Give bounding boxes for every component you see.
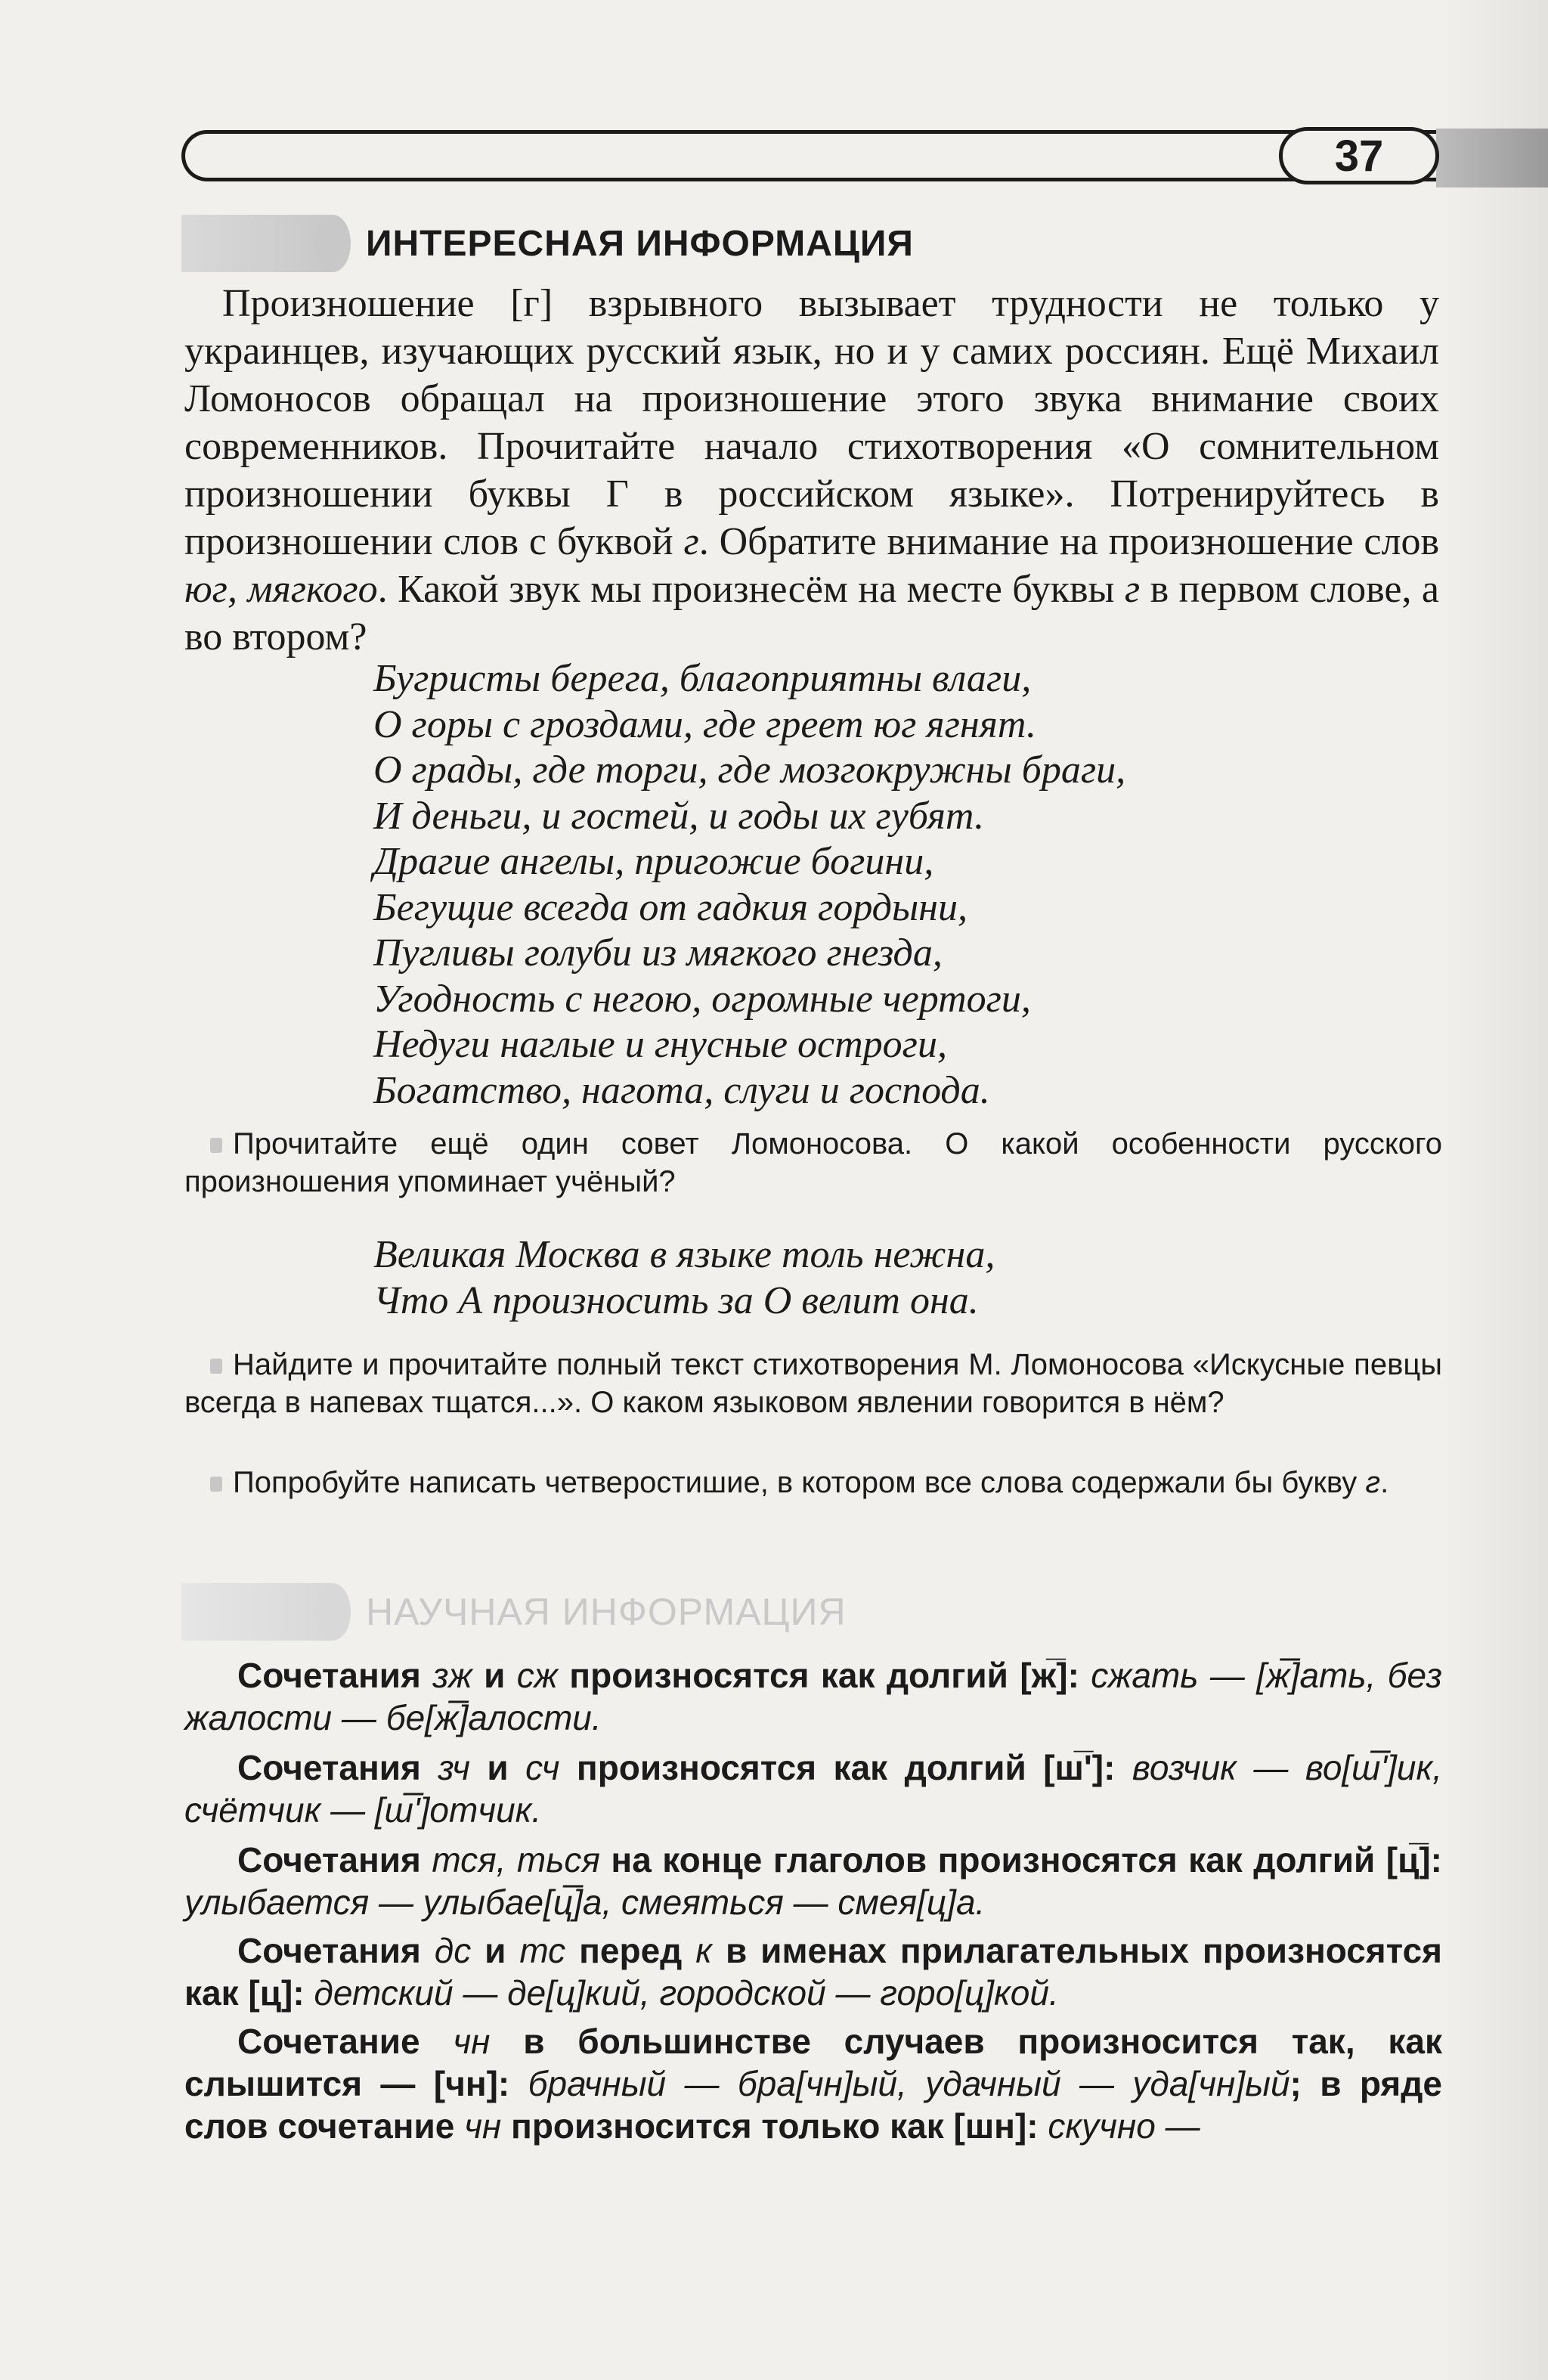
rule-paragraph [184,2020,1442,2147]
task-text: Найдите и прочитайте полный текст стихотворения М. Ломоносова «Искусные певцы всегда в напевах тщатся...». О каком языковом явлении говорится в нём? [184,1348,1442,1419]
italic-example: сжать — [ж̅]ать, без жалости — бе[ж̅]алости. [184,1656,1443,1737]
bold-text: Сочетания [237,1931,435,1970]
header-bar [181,130,1436,181]
italic-example: тся, ться [432,1840,600,1880]
italic-example: чн [464,2106,502,2146]
page-number: 37 [1279,127,1439,184]
heading-tab-decoration [181,1583,333,1641]
text-run: Попробуйте написать четверостишие, в котором все слова содержали бы букву [233,1466,1366,1499]
task-bullet-icon [210,1477,222,1492]
italic-example: зж [432,1656,472,1695]
poem-line: Угодность с негою, огромные чертоги, [373,977,1031,1021]
text-run: Произношение [г] взрывного вызывает трудности не только у украинцев, изучающих русский язык, но и у самих россиян. Ещё Михаил Ломоносов обращал на произношение этого звука внимание своих современников. Прочитайте начало стихотворения «О сомнительном произношении буквы Г в российском языке». Потренируйтесь в произношении слов с буквой [184,282,1439,563]
bold-text: и [469,1748,526,1787]
poem-line: Пугливы голуби из мягкого гнезда, [373,931,943,975]
section-heading-interesting [181,213,914,274]
poem-line: Недуги наглые и гнусные остроги, [373,1023,947,1066]
poem-line: Бугристы берега, благоприятны влаги, [373,657,1032,700]
bold-text: произносится только как [шн]: [501,2106,1048,2146]
poem-line: Богатство, нагота, слуги и господа. [373,1068,990,1112]
poem-line: Великая Москва в языке толь нежна, [373,1233,995,1276]
bold-text: Сочетания [237,1656,433,1695]
task-find-poem [184,1346,1442,1421]
task-bullet-icon [210,1359,222,1374]
poem-line: Что А произносить за О велит она. [373,1278,979,1322]
italic-example: к [695,1931,713,1970]
italic-example: г [1124,568,1141,611]
task-read-advice [184,1125,1442,1201]
bold-text: и [471,1931,520,1970]
italic-example: брачный — бра[чн]ый, удачный — уда[чн]ый [528,2064,1290,2103]
text-run: . [1380,1466,1389,1499]
poem-line: И деньги, и гостей, и годы их губят. [373,794,985,838]
italic-example: чн [453,2022,491,2061]
page-edge-shadow [1442,0,1548,2380]
italic-example: г [683,520,699,563]
section-title: НАУЧНАЯ ИНФОРМАЦИЯ [366,1591,847,1633]
rule-paragraph [184,1654,1442,1739]
rule-paragraph [184,1746,1442,1831]
italic-example: тс [519,1931,566,1970]
italic-example: сч [525,1748,560,1787]
bold-text: Сочетание [237,2022,454,2061]
italic-example: дс [434,1931,472,1970]
italic-example: скучно — [1048,2106,1200,2146]
poem-moscow [373,1232,995,1324]
poem-line: О горы с гроздами, где греет юг ягнят. [373,702,1037,746]
task-bullet-icon [210,1138,222,1153]
bold-text: произносятся как долгий [ш̅']: [559,1748,1132,1787]
bold-text: в именах прилагательных произносятся как [ц]: [184,1931,1442,2013]
bold-text: на конце глаголов произносятся как долгий [ц̅]: [599,1840,1442,1880]
bold-text: Сочетания [237,1840,432,1880]
italic-example: юг, мягкого [184,568,378,611]
rule-paragraph [184,1839,1442,1923]
heading-tab-decoration [181,215,333,272]
bold-text: в большинстве случаев произносится так, как слышится — [чн]: [184,2022,1442,2103]
text-run: . Какой звук мы произнесём на месте буквы [377,568,1125,611]
poem-line: О грады, где торги, где мозгокружны браги, [373,748,1126,792]
italic-example: детский — де[ц]кий, городской — горо[ц]кой. [314,1973,1059,2013]
italic-example: улыбается — улыбае[ц̅]а, смеяться — смея[ц]а. [184,1883,986,1922]
task-write-quatrain [184,1464,1442,1501]
section-heading-scientific [181,1582,847,1642]
bold-text: ; в ряде слов сочетание [184,2064,1443,2146]
bold-text: произносятся как долгий [ж̅]: [557,1656,1091,1695]
poem-line: Бегущие всегда от гадкия гордыни, [373,885,968,929]
bold-text: Сочетания [237,1748,438,1787]
italic-example: зч [438,1748,470,1787]
bold-text: перед [565,1931,696,1970]
bold-text: и [472,1656,517,1695]
italic-example: сж [516,1656,558,1695]
header-tail-decoration [1436,129,1548,187]
italic-example: г [1365,1466,1381,1499]
task-text: Прочитайте ещё один совет Ломоносова. О какой особенности русского произношения упоминает учёный? [184,1127,1442,1198]
poem-line: Драгие ангелы, пригожие богини, [373,840,934,883]
poem-lomonosov [373,656,1125,1114]
italic-example: возчик — во[ш̅']ик, счётчик — [ш̅']отчик. [184,1748,1443,1830]
section-title: ИНТЕРЕСНАЯ ИНФОРМАЦИЯ [366,223,914,264]
intro-paragraph [184,280,1439,661]
rule-paragraph [184,1929,1442,2014]
text-run: . Обратите внимание на произношение слов [698,520,1439,563]
text-run: в первом слове, а во втором? [184,568,1439,659]
